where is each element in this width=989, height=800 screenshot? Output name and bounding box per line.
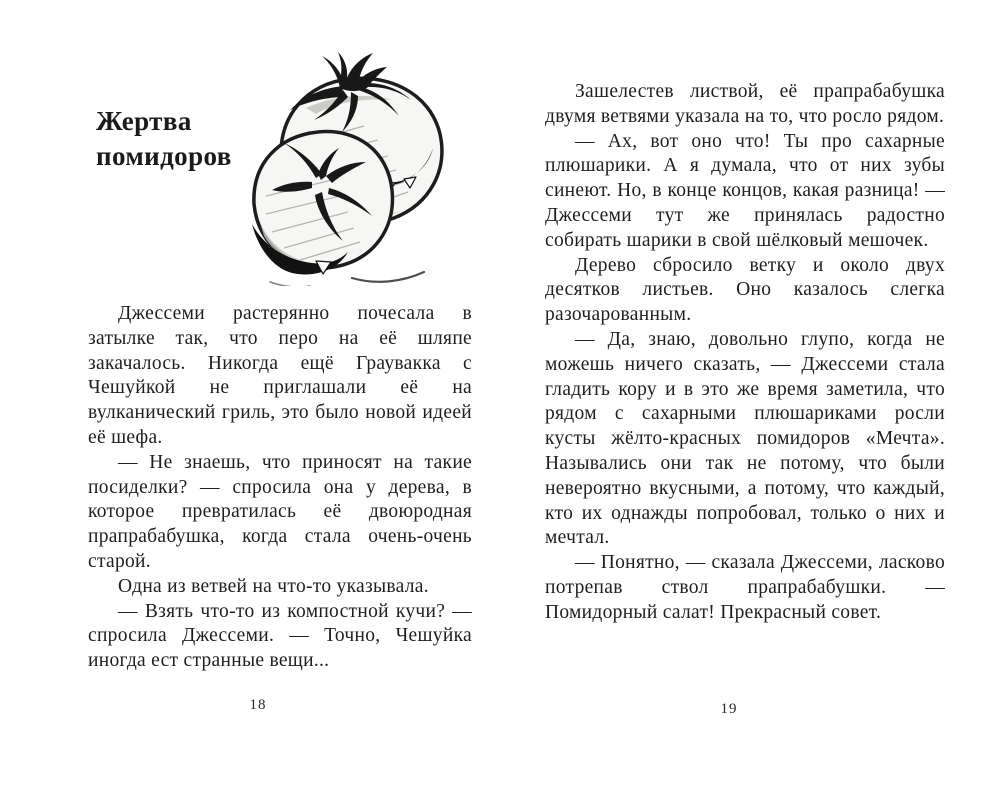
- tomatoes-illustration: [236, 46, 448, 286]
- two-grinning-tomatoes-drawing: [236, 46, 448, 286]
- paragraph: Дерево сбросило ветку и около двух десятков листьев. Оно казалось слегка разочарованным.: [545, 254, 945, 326]
- paragraph: Одна из ветвей на что-то указывала.: [118, 575, 429, 597]
- paragraph: — Не знаешь, что приносят на такие посиделки? — спросила она у дерева, в которое превратилась её двоюродная прапрабабушка, когда стала очень-очень старой.: [88, 451, 472, 572]
- right-page-text: [545, 80, 945, 626]
- left-page-text: [88, 302, 472, 674]
- paragraph: — Понятно, — сказала Джессеми, ласково потрепав ствол прапрабабушки. — Помидорный салат! Прекрасный совет.: [545, 552, 945, 623]
- paragraph: — Взять что-то из компостной кучи? — спросила Джессеми. — Точно, Чешуйка иногда ест странные вещи...: [88, 600, 472, 672]
- ground-line: [270, 282, 310, 286]
- page-number-right: 19: [720, 701, 738, 717]
- paragraph: — Да, знаю, довольно глупо, когда не можешь ничего сказать, — Джессеми стала гладить кору и в это же время заметила, что рядом с сахарными плюшариками росли кусты жёлто-красных помидоров «Мечта». Назывались они так не потому, что были невероятно вкусными, а потому, что каждый, кто их однажды попробовал, только о них и мечтал.: [545, 328, 945, 549]
- paragraph: Джессеми растерянно почесала в затылке так, что перо на её шляпе закачалось. Никогда ещё Граувакка с Чешуйкой не приглашали её на вулканический гриль, это было новой идеей её шефа.: [88, 303, 472, 448]
- ground-line: [352, 272, 424, 282]
- page-number-left: 18: [249, 697, 267, 713]
- paragraph: Зашелестев листвой, её прапрабабушка двумя ветвями указала на то, что росло рядом.: [545, 81, 945, 127]
- front-tomato: [252, 132, 392, 275]
- chapter-title: Жертва помидоров: [96, 106, 232, 171]
- paragraph: — Ах, вот оно что! Ты про сахарные плюшарики. А я думала, что от них зубы синеют. Но, в конце концов, какая разница! — Джессеми тут же принялась радостно собирать шарики в свой шёлковый мешочек.: [545, 130, 945, 251]
